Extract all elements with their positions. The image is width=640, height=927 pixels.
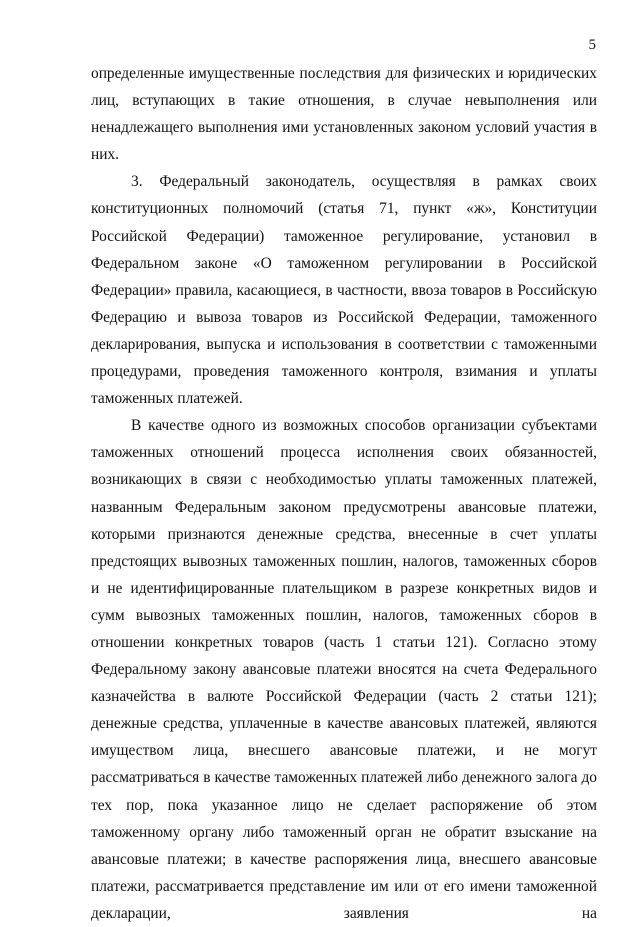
paragraph-continuation: определенные имущественные последствия для физических и юридических лиц, вступающих в такие отношения, в случае невыполнения или ненадлежащего выполнения ими установленных законом условий участия в них. (91, 65, 597, 164)
document-body (91, 60, 597, 927)
page-number: 5 (588, 37, 596, 53)
paragraph-section-3: 3. Федеральный законодатель, осуществляя в рамках своих конституционных полномочий (статья 71, пункт «ж», Конституции Российской Федерации) таможенное регулирование, установил в Федеральном законе «О таможенном регулировании в Российской Федерации» правила, касающиеся, в частности, ввоза товаров в Российскую Федерацию и вывоза товаров из Российской Федерации, таможенного декларирования, выпуска и использования в соответствии с таможенными процедурами, проведения таможенного контроля, взимания и уплаты таможенных платежей. (91, 173, 597, 408)
paragraph-advance-payments: В качестве одного из возможных способов организации субъектами таможенных отношений процесса исполнения своих обязанностей, возникающих в связи с необходимостью уплаты таможенных платежей, названным Федеральным законом предусмотрены авансовые платежи, которыми признаются денежные средства, внесенные в счет уплаты предстоящих вывозных таможенных пошлин, налогов, таможенных сборов и не идентифицированные плательщиком в разрезе конкретных видов и сумм вывозных таможенных пошлин, налогов, таможенных сборов в отношении конкретных товаров (часть 1 статьи 121). Согласно этому Федеральному закону авансовые платежи вносятся на счета Федерального казначейства в валюте Российской Федерации (часть 2 статьи 121); денежные средства, уплаченные в качестве авансовых платежей, являются имуществом лица, внесшего авансовые платежи, и не могут рассматриваться в качестве таможенных платежей либо денежного залога до тех пор, пока указанное лицо не сделает распоряжение об этом таможенному органу либо таможенный орган не обратит взыскание на авансовые платежи; в качестве распоряжения лица, внесшего авансовые платежи, рассматривается представление им или от его имени таможенной декларации, заявления на (91, 417, 597, 922)
